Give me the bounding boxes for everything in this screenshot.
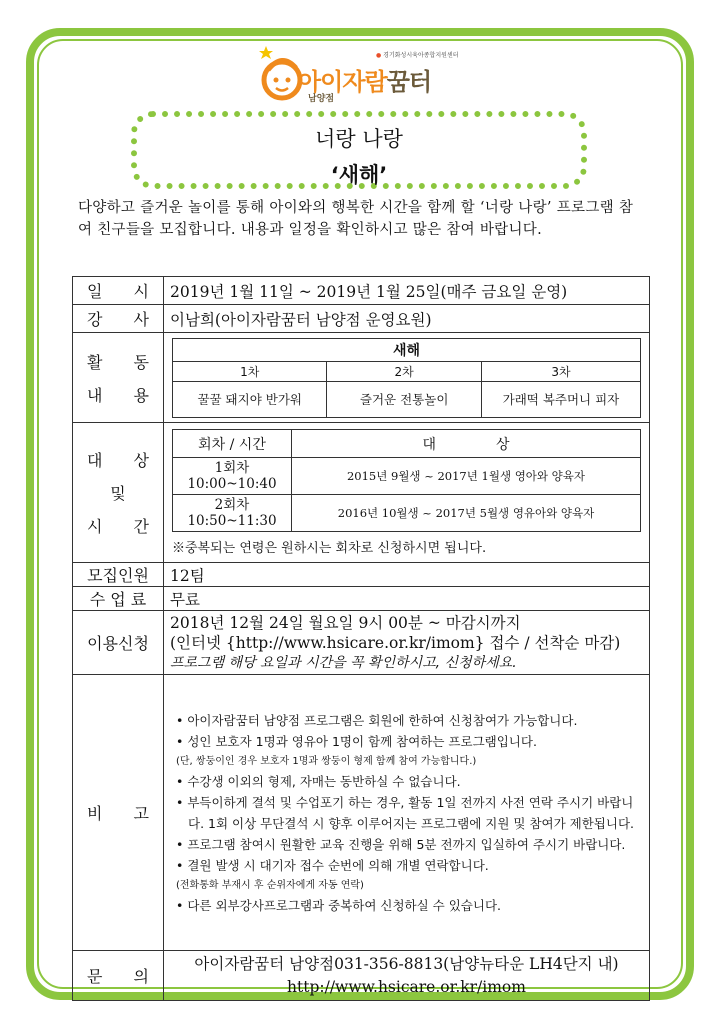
title-line-2: ‘새해’: [330, 163, 388, 187]
round-content: 가래떡 복주머니 피자: [481, 381, 640, 417]
list-item: • 부득이하게 결석 및 수업포기 하는 경우, 활동 1일 전까지 사전 연락 주시기 바랍니다. 1회 이상 무단결석 시 향후 이루어지는 프로그램에 지원 및 참여가 제한됩니다.: [176, 794, 635, 831]
schedule-row: [73, 277, 650, 305]
instructor-row: [73, 305, 650, 333]
session-target: 2015년 9월생 ~ 2017년 1월생 영아와 양육자: [292, 458, 641, 495]
activity-label: 활 동 내 용: [73, 333, 164, 423]
target-cell: [164, 423, 650, 563]
apply-method: (인터넷 {http://www.hsicare.or.kr/imom} 접수 / 선착순 마감): [170, 633, 621, 652]
remarks-list: [170, 708, 643, 918]
session-target: 2016년 10월생 ~ 2017년 5월생 영유아와 양육자: [292, 495, 641, 532]
fee-value: 무료: [164, 587, 650, 611]
recruit-row: [73, 563, 650, 587]
remarks-row: [73, 675, 650, 951]
activity-cell: [164, 333, 650, 423]
target-row: [73, 423, 650, 563]
activity-row: [73, 333, 650, 423]
title-box: [131, 111, 587, 189]
intro-text: 다양하고 즐거운 놀이를 통해 아이와의 행복한 시간을 함께 할 ‘너랑 나랑’ 프로그램 참여 친구들을 모집합니다. 내용과 일정을 확인하시고 많은 참여 바랍니다.: [78, 200, 634, 238]
round-label: 2차: [327, 361, 481, 381]
round-content: 즐거운 전통놀이: [327, 381, 481, 417]
apply-label: 이용신청: [73, 611, 164, 675]
list-item: (전화통화 부재시 후 순위자에게 자동 연락): [176, 879, 364, 891]
apply-period: 2018년 12월 24일 월요일 9시 00분 ~ 마감시까지: [170, 613, 521, 632]
contact-cell: [164, 951, 650, 1001]
activity-header: 새해: [173, 338, 641, 361]
apply-cell: [164, 611, 650, 675]
activity-subtable: [172, 338, 641, 418]
instructor-value: 이남희(아이자람꿈터 남양점 운영요원): [164, 305, 650, 333]
list-item: • 아이자람꿈터 남양점 프로그램은 회원에 한하여 신청참여가 가능합니다.: [176, 712, 578, 728]
session-row: [173, 495, 641, 532]
col-session-header: 회차 / 시간: [173, 430, 292, 458]
title-line-1: 너랑 나랑: [315, 127, 403, 151]
remarks-cell: [164, 675, 650, 951]
org-mark-icon: ●: [376, 52, 382, 59]
target-subtable: [172, 429, 641, 532]
round-content: 꿀꿀 돼지야 반가워: [173, 381, 327, 417]
round-label: 1차: [173, 361, 327, 381]
target-label: 대 상 및 시 간: [73, 423, 164, 563]
contact-phone: 아이자람꿈터 남양점031-356-8813(남양뉴타운 LH4단지 내): [194, 954, 619, 973]
contact-row: [73, 951, 650, 1001]
schedule-label: 일 시: [73, 277, 164, 305]
info-table: [72, 276, 650, 1001]
apply-row: [73, 611, 650, 675]
list-item: • 프로그램 참여시 원활한 교육 진행을 위해 5분 전까지 입실하여 주시기 바랍니다.: [176, 836, 626, 852]
logo-branch: 남양점: [308, 94, 335, 104]
schedule-value: 2019년 1월 11일 ~ 2019년 1월 25일(매주 금요일 운영): [164, 277, 650, 305]
logo-wordmark: 아이자람꿈터: [298, 68, 432, 96]
contact-label: 문 의: [73, 951, 164, 1001]
col-target-header: 대 상: [292, 430, 641, 458]
recruit-label: 모집인원: [73, 563, 164, 587]
fee-row: [73, 587, 650, 611]
session-time: 1회차 10:00~10:40: [173, 458, 292, 495]
logo: [258, 44, 478, 108]
session-row: [173, 458, 641, 495]
target-note: ※중복되는 연령은 원하시는 회차로 신청하시면 됩니다.: [172, 541, 487, 556]
list-item: • 성인 보호자 1명과 영유아 1명이 함께 참여하는 프로그램입니다.: [176, 733, 537, 749]
remarks-label: 비 고: [73, 675, 164, 951]
instructor-label: 강 사: [73, 305, 164, 333]
recruit-value: 12팀: [164, 563, 650, 587]
fee-label: 수 업 료: [73, 587, 164, 611]
session-time: 2회차 10:50~11:30: [173, 495, 292, 532]
round-label: 3차: [481, 361, 640, 381]
list-item: • 결원 발생 시 대기자 접수 순번에 의해 개별 연락합니다.: [176, 857, 489, 873]
list-item: • 다른 외부강사프로그램과 중복하여 신청하실 수 있습니다.: [176, 897, 501, 913]
list-item: • 수강생 이외의 형제, 자매는 동반하실 수 없습니다.: [176, 773, 461, 789]
contact-url[interactable]: http://www.hsicare.or.kr/imom: [287, 977, 526, 996]
list-item: (단, 쌍둥이인 경우 보호자 1명과 쌍둥이 형제 함께 참여 가능합니다.): [176, 755, 477, 767]
apply-note: 프로그램 해당 요일과 시간을 꼭 확인하시고, 신청하세요.: [170, 654, 517, 671]
logo-org-name: ● 경기화성시육아종합지원센터: [376, 52, 459, 59]
